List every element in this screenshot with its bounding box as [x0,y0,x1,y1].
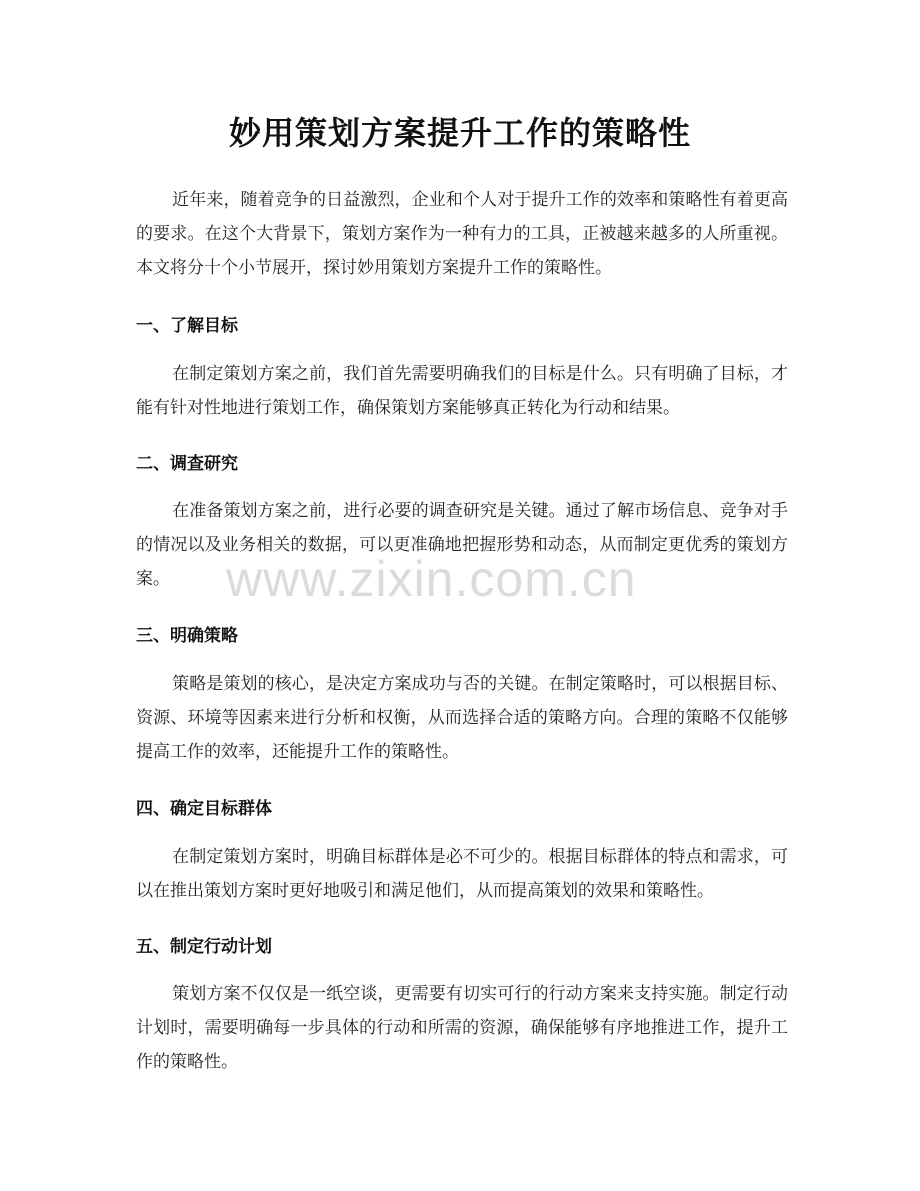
section-body-2 [136,494,788,596]
section-heading-3: 三、明确策略 [136,626,238,646]
section-heading-1: 一、了解目标 [136,316,238,336]
section-heading-4: 四、确定目标群体 [136,799,272,819]
intro-text: 近年来，随着竞争的日益激烈，企业和个人对于提升工作的效率和策略性有着更高的要求。在这个大背景下，策划方案作为一种有力的工具，正被越来越多的人所重视。本文将分十个小节展开，探讨妙用策划方案提升工作的策略性。 [136,190,788,278]
section-text-2: 在准备策划方案之前，进行必要的调查研究是关键。通过了解市场信息、竞争对手的情况以及业务相关的数据，可以更准确地把握形势和动态，从而制定更优秀的策划方案。 [136,501,788,589]
section-body-5 [136,977,788,1079]
section-body-1 [136,357,788,425]
section-body-3 [136,667,788,769]
document-title: 妙用策划方案提升工作的策略性 [228,114,691,152]
section-text-4: 在制定策划方案时，明确目标群体是必不可少的。根据目标群体的特点和需求，可以在推出策划方案时更好地吸引和满足他们，从而提高策划的效果和策略性。 [136,847,788,901]
section-heading-5: 五、制定行动计划 [136,937,272,957]
intro-paragraph [136,183,788,285]
section-text-3: 策略是策划的核心，是决定方案成功与否的关键。在制定策略时，可以根据目标、资源、环境等因素来进行分析和权衡，从而选择合适的策略方向。合理的策略不仅能够提高工作的效率，还能提升工作的策略性。 [136,674,788,762]
section-body-4 [136,840,788,908]
section-text-5: 策划方案不仅仅是一纸空谈，更需要有切实可行的行动方案来支持实施。制定行动计划时，需要明确每一步具体的行动和所需的资源，确保能够有序地推进工作，提升工作的策略性。 [136,984,788,1072]
section-heading-2: 二、调查研究 [136,454,238,474]
section-text-1: 在制定策划方案之前，我们首先需要明确我们的目标是什么。只有明确了目标，才能有针对性地进行策划工作，确保策划方案能够真正转化为行动和结果。 [136,364,788,418]
watermark: www.zixin.com.cn [226,551,637,607]
